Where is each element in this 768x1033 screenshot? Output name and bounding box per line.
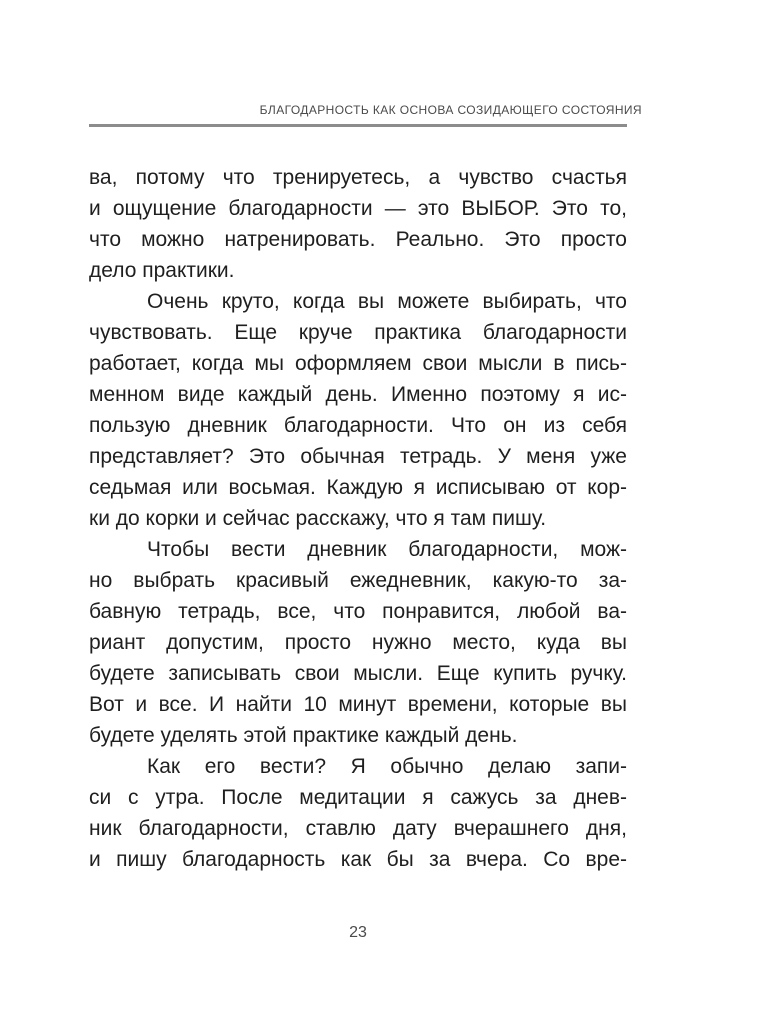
- page-body: [89, 162, 627, 875]
- text-line: представляет? Это обычная тетрадь. У меня уже: [89, 445, 627, 468]
- text-line: риант допустим, просто нужно место, куда вы: [89, 631, 627, 654]
- text-line: что можно натренировать. Реально. Это просто: [89, 228, 627, 251]
- text-line: Как его вести? Я обычно делаю запи-: [147, 755, 627, 778]
- text-line: менном виде каждый день. Именно поэтому я ис-: [89, 383, 627, 406]
- text-line: Вот и все. И найти 10 минут времени, которые вы: [89, 693, 627, 716]
- text-line: и ощущение благодарности — это ВЫБОР. Это то,: [89, 197, 627, 220]
- text-line: но выбрать красивый ежедневник, какую-то за-: [89, 569, 627, 592]
- text-line: Очень круто, когда вы можете выбирать, что: [147, 290, 627, 313]
- text-line: бавную тетрадь, все, что понравится, любой ва-: [89, 600, 627, 623]
- text-line: пользую дневник благодарности. Что он из себя: [89, 414, 627, 437]
- text-line: ва, потому что тренируетесь, а чувство счастья: [89, 166, 627, 189]
- header-rule: [89, 124, 627, 127]
- text-line: дело практики.: [89, 259, 235, 282]
- text-line: си с утра. После медитации я сажусь за днев-: [89, 786, 627, 809]
- text-line: будете уделять этой практике каждый день.: [89, 724, 518, 747]
- text-line: и пишу благодарность как бы за вчера. Со вре-: [89, 848, 627, 871]
- text-line: ки до корки и сейчас расскажу, что я там пишу.: [89, 507, 547, 530]
- text-line: работает, когда мы оформляем свои мысли в пись-: [89, 352, 627, 375]
- page-number: 23: [349, 924, 367, 941]
- text-line: ник благодарности, ставлю дату вчерашнего дня,: [89, 817, 627, 840]
- text-line: седьмая или восьмая. Каждую я исписываю от кор-: [89, 476, 627, 499]
- text-line: будете записывать свои мысли. Еще купить ручку.: [89, 662, 627, 685]
- text-line: Чтобы вести дневник благодарности, мож-: [147, 538, 627, 561]
- running-header-title: БЛАГОДАРНОСТЬ КАК ОСНОВА СОЗИДАЮЩЕГО СОСТОЯНИЯ: [259, 103, 642, 117]
- text-line: чувствовать. Еще круче практика благодарности: [89, 321, 627, 344]
